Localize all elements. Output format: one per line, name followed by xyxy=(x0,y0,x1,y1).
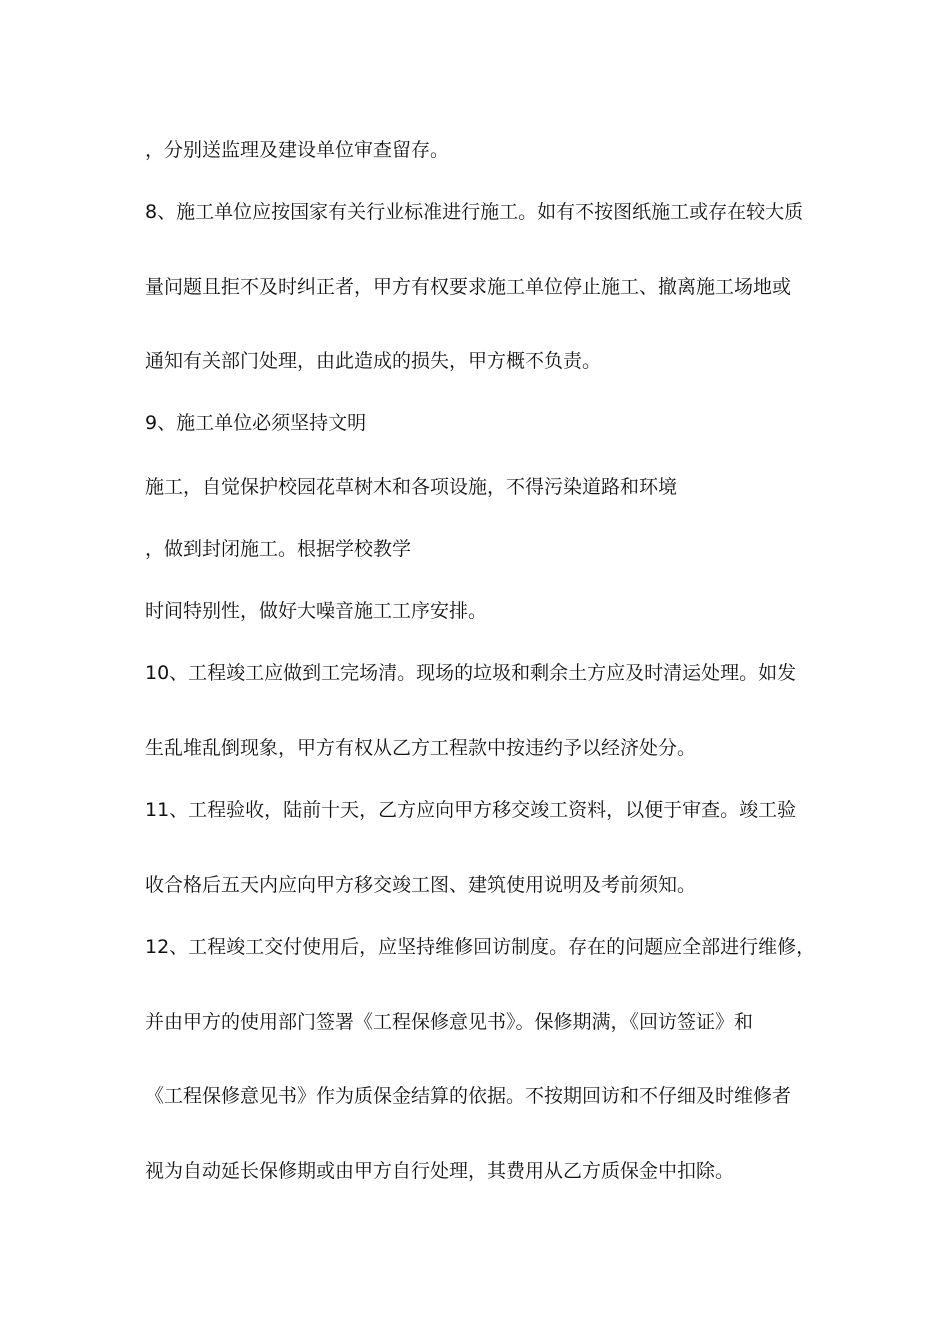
text-line: 12、工程竣工交付使用后，应坚持维修回访制度。存在的问题应全部进行维修， xyxy=(145,936,816,958)
text-line: 量问题且拒不及时纠正者，甲方有权要求施工单位停止施工、撤离施工场地或 xyxy=(145,276,792,298)
text-line: 通知有关部门处理，由此造成的损失，甲方概不负责。 xyxy=(145,350,602,372)
text-line: 施工，自觉保护校园花草树木和各项设施，不得污染道路和环境 xyxy=(145,476,678,498)
text-line: 视为自动延长保修期或由甲方自行处理，其费用从乙方质保金中扣除。 xyxy=(145,1160,735,1182)
text-line: 8、施工单位应按国家有关行业标准进行施工。如有不按图纸施工或存在较大质 xyxy=(145,201,804,223)
text-line: 并由甲方的使用部门签署《工程保修意见书》。保修期满，《回访签证》和 xyxy=(145,1011,754,1033)
text-line: 11、工程验收，陆前十天，乙方应向甲方移交竣工资料，以便于审查。竣工验 xyxy=(145,799,797,821)
text-line: 时间特别性，做好大噪音施工工序安排。 xyxy=(145,600,488,622)
text-line: 9、施工单位必须坚持文明 xyxy=(145,412,367,434)
text-line: ，做到封闭施工。根据学校教学 xyxy=(145,538,412,560)
text-line: ，分别送监理及建设单位审查留存。 xyxy=(145,139,450,161)
text-line: 《工程保修意见书》作为质保金结算的依据。不按期回访和不仔细及时维修者 xyxy=(145,1085,792,1107)
text-line: 收合格后五天内应向甲方移交竣工图、建筑使用说明及考前须知。 xyxy=(145,874,697,896)
text-line: 生乱堆乱倒现象，甲方有权从乙方工程款中按违约予以经济处分。 xyxy=(145,737,697,759)
text-line: 10、工程竣工应做到工完场清。现场的垃圾和剩余土方应及时清运处理。如发 xyxy=(145,662,797,684)
